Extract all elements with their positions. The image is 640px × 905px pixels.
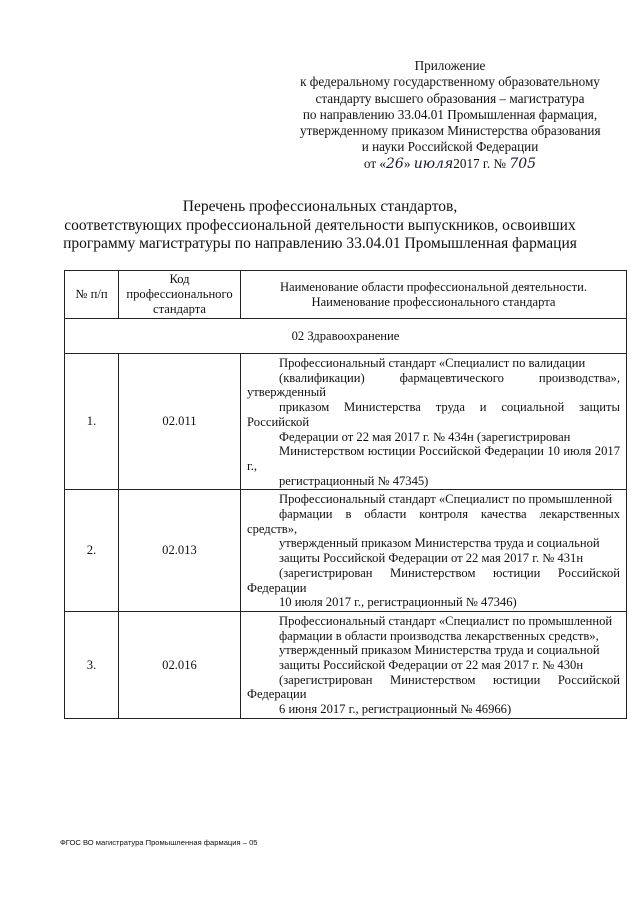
appendix-line: утвержденному приказом Министерства образования	[300, 123, 601, 139]
standards-table	[64, 270, 627, 719]
description-line: 10 июля 2017 г., регистрационный № 47346)	[279, 595, 517, 610]
handwritten-order-number: 705	[509, 155, 537, 172]
title-line: Перечень профессиональных стандартов,	[182, 198, 458, 215]
row-description	[241, 490, 627, 612]
row-description	[241, 611, 627, 718]
header-name-line: Наименование профессионального стандарта	[311, 294, 556, 309]
date-mid: »	[403, 155, 411, 171]
description-line: (зарегистрирован Министерством юстиции Российской Федерации	[247, 672, 620, 702]
header-code	[119, 271, 241, 319]
description-line: утвержденный приказом Министерства труда и социальной	[279, 536, 600, 551]
table-row	[65, 611, 627, 718]
header-number: № п/п	[65, 271, 119, 319]
appendix-line: и науки Российской Федерации	[361, 139, 539, 155]
description-line: (зарегистрирован Министерством юстиции Российской Федерации	[247, 565, 620, 595]
order-date-line	[300, 156, 600, 172]
section-row	[65, 319, 627, 354]
header-code-line: Код	[169, 272, 190, 287]
description-line: защиты Российской Федерации от 22 мая 2017 г. № 430н	[279, 658, 584, 673]
title-line: программу магистратуры по направлению 33.04.01 Промышленная фармация	[63, 235, 577, 252]
header-name-line: Наименование области профессиональной деятельности.	[279, 279, 588, 294]
description-line: Федерации от 22 мая 2017 г. № 434н (зарегистрирован	[279, 429, 571, 444]
section-label: 02 Здравоохранение	[65, 319, 627, 354]
appendix-block	[300, 58, 600, 172]
description-line: (квалификации) фармацевтического производства», утвержденный	[247, 370, 620, 400]
handwritten-month: июля	[413, 155, 454, 172]
document-title	[40, 198, 600, 254]
date-prefix: от «	[363, 155, 386, 171]
appendix-line: стандарту высшего образования – магистратура	[315, 90, 585, 106]
description-line: Профессиональный стандарт «Специалист по промышленной	[279, 613, 613, 628]
row-number: 2.	[65, 490, 119, 612]
description-line: Профессиональный стандарт «Специалист по валидации	[279, 356, 586, 370]
description-line: регистрационный № 47345)	[279, 473, 429, 488]
row-code: 02.016	[119, 611, 241, 718]
header-code-line: стандарта	[153, 301, 206, 316]
page-footer: ФГОС ВО магистратура Промышленная фармация – 05	[60, 838, 258, 847]
header-name	[241, 271, 627, 319]
row-description	[241, 354, 627, 490]
table-header-row	[65, 271, 627, 319]
description-line: фармации в области контроля качества лекарственных средств»,	[247, 507, 620, 536]
row-code: 02.013	[119, 490, 241, 612]
row-number: 3.	[65, 611, 119, 718]
description-line: 6 июня 2017 г., регистрационный № 46966)	[279, 702, 512, 717]
description-line: Профессиональный стандарт «Специалист по промышленной	[279, 492, 613, 507]
description-line: защиты Российской Федерации от 22 мая 2017 г. № 431н	[279, 551, 584, 566]
handwritten-day: 26	[386, 155, 404, 172]
description-line: Министерством юстиции Российской Федерации 10 июля 2017 г.,	[247, 444, 620, 473]
description-line: приказом Министерства труда и социальной защиты Российской	[247, 400, 620, 429]
row-number: 1.	[65, 354, 119, 490]
table-row	[65, 490, 627, 612]
row-code: 02.011	[119, 354, 241, 490]
description-line: фармации в области производства лекарственных средств»,	[279, 628, 599, 643]
header-code-line: профессионального	[126, 287, 233, 302]
description-line: утвержденный приказом Министерства труда и социальной	[279, 643, 600, 658]
appendix-line: к федеральному государственному образовательному	[300, 74, 600, 90]
appendix-title: Приложение	[414, 58, 486, 73]
date-year: 2017 г. №	[453, 155, 507, 171]
title-line: соответствующих профессиональной деятельности выпускников, освоивших	[64, 216, 576, 234]
appendix-line: по направлению 33.04.01 Промышленная фармация,	[302, 106, 598, 122]
table-row	[65, 354, 627, 490]
